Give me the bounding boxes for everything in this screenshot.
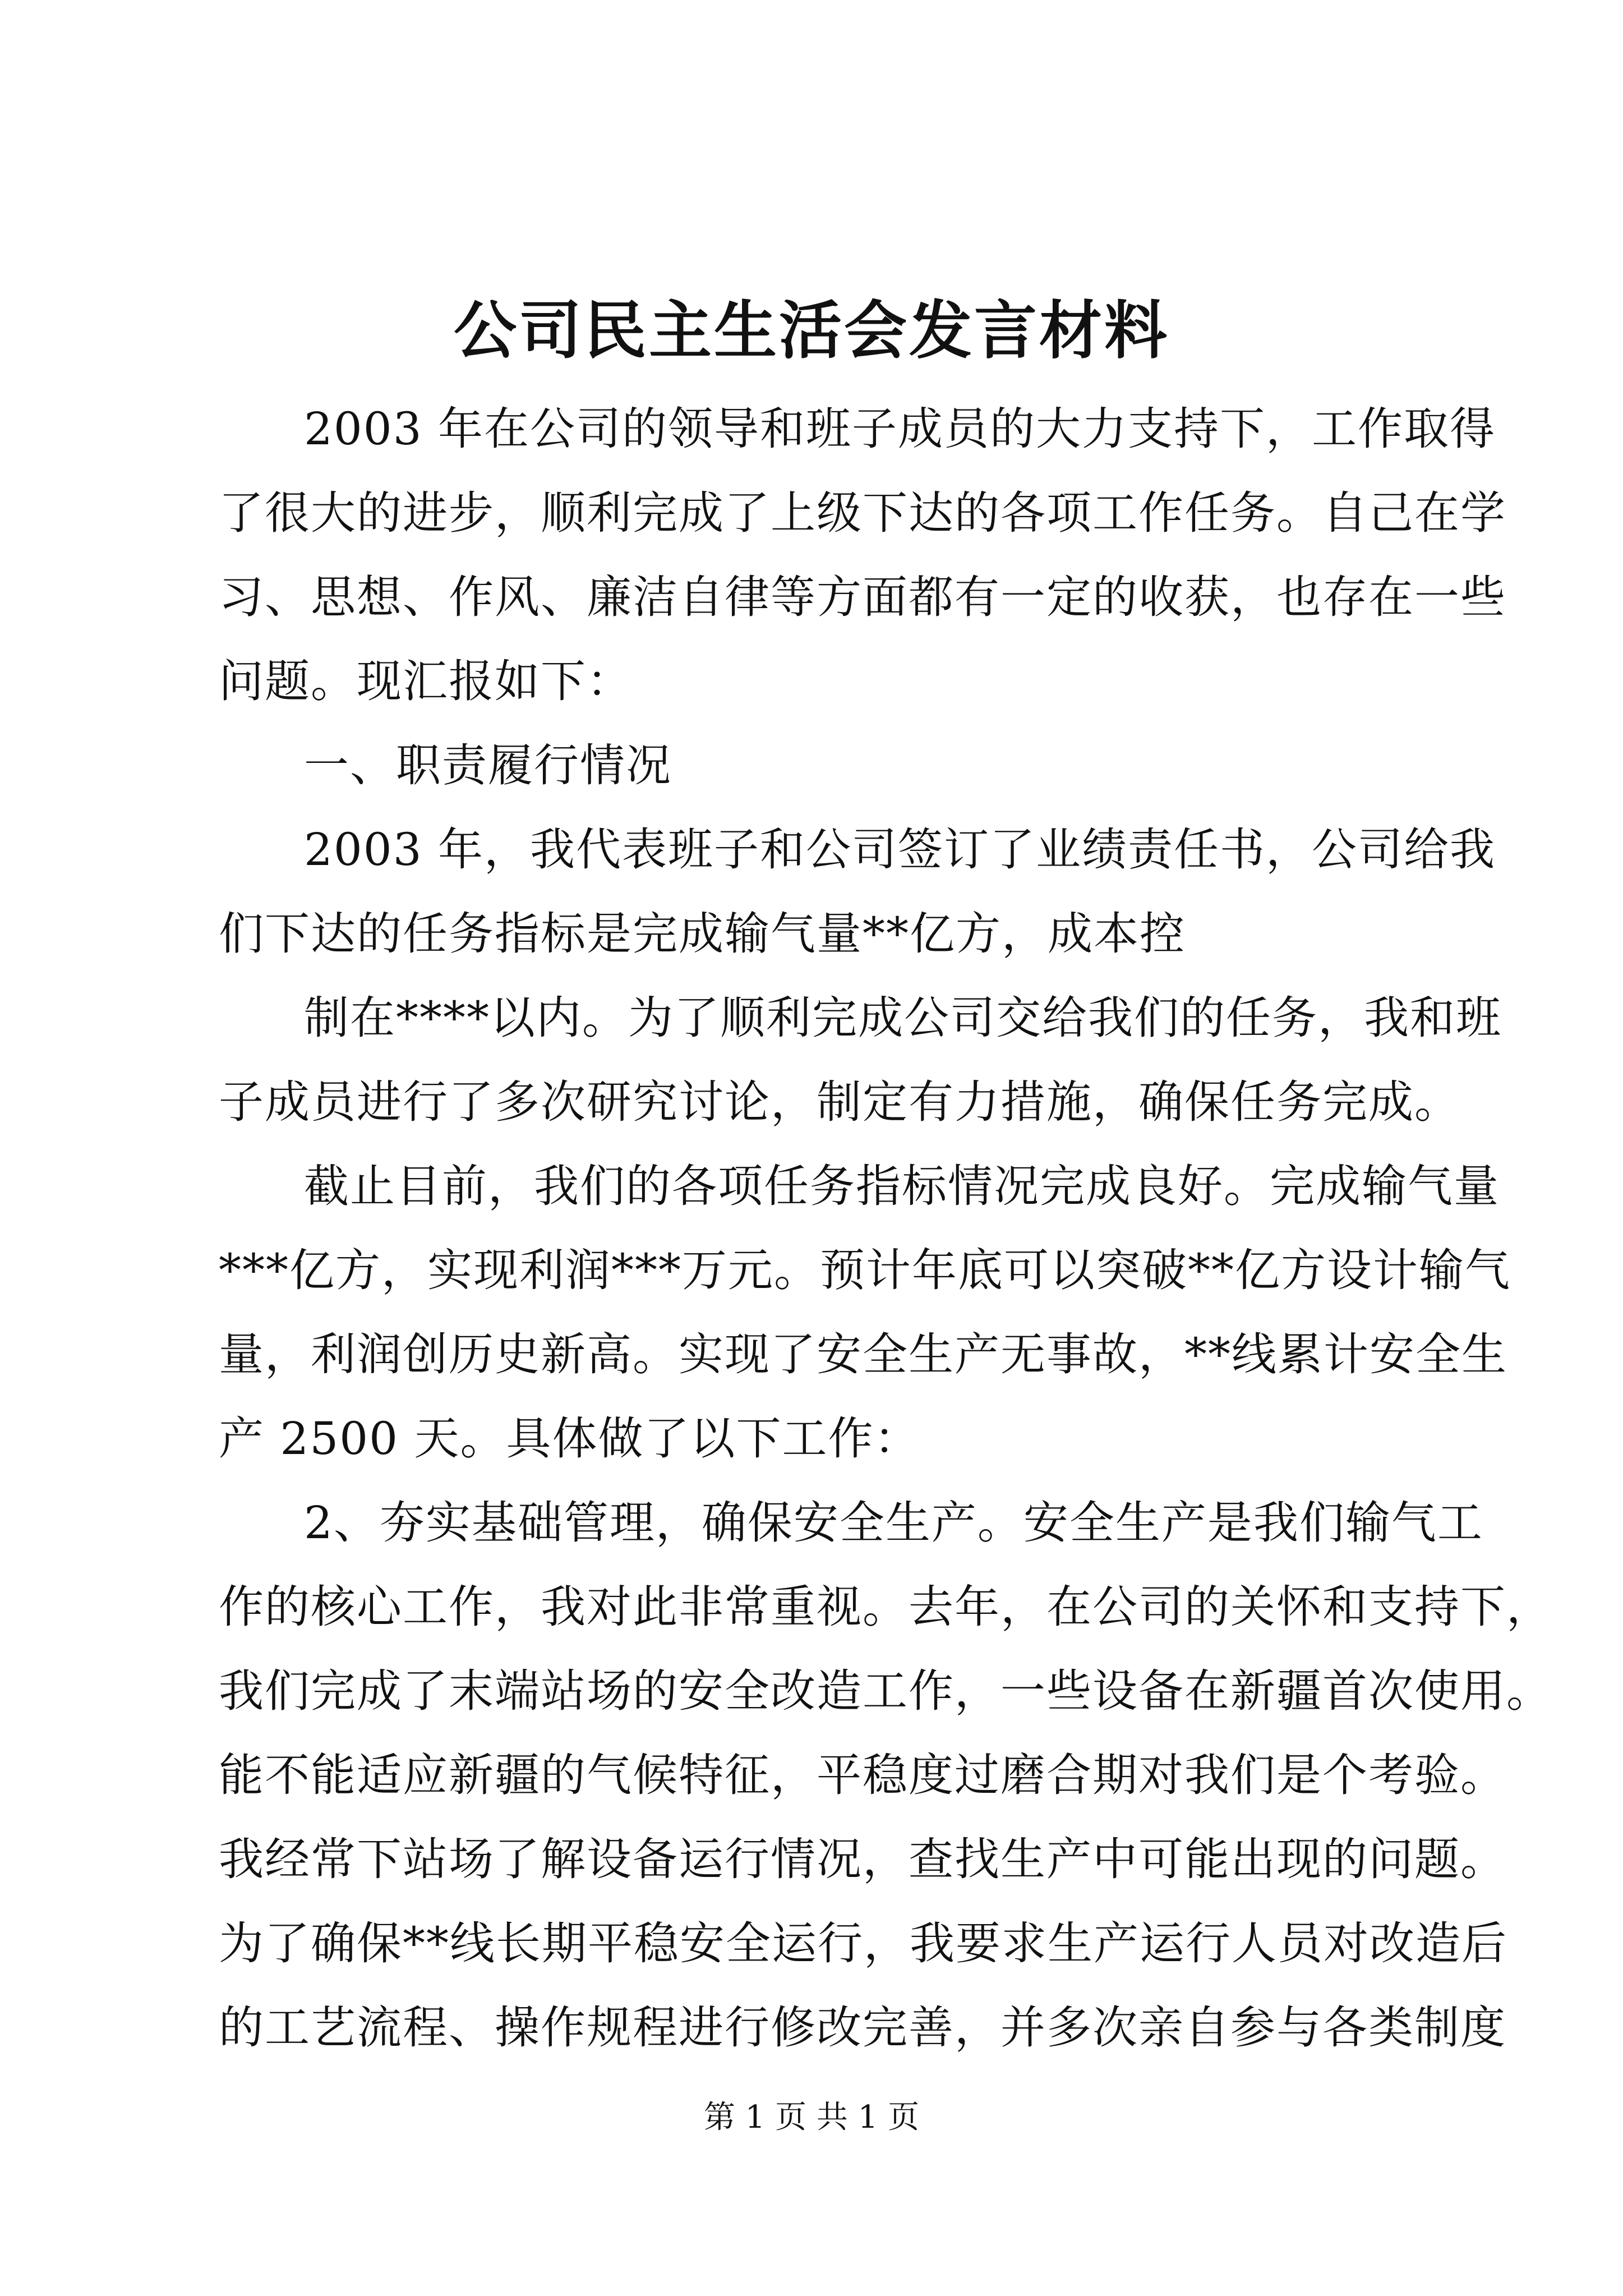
body-line: 产 2500 天。具体做了以下工作： [219, 1412, 920, 1465]
body-line: 的工艺流程、操作规程进行修改完善，并多次亲自参与各类制度 [219, 2001, 1506, 2054]
body-line: 2、夯实基础管理，确保安全生产。安全生产是我们输气工 [304, 1497, 1483, 1549]
body-line: 问题。现汇报如下： [219, 655, 633, 707]
body-line: 制在****以内。为了顺利完成公司交给我们的任务，我和班 [304, 992, 1502, 1044]
body-line: 习、思想、作风、廉洁自律等方面都有一定的收获，也存在一些 [219, 571, 1506, 623]
body-line: 能不能适应新疆的气候特征，平稳度过磨合期对我们是个考验。 [219, 1749, 1506, 1801]
body-line: 量，利润创历史新高。实现了安全生产无事故，**线累计安全生 [219, 1328, 1507, 1381]
body-line: 为了确保**线长期平稳安全运行，我要求生产运行人员对改造后 [219, 1917, 1507, 1970]
page-footer: 第 1 页 共 1 页 [703, 2099, 920, 2136]
body-line: ***亿方，实现利润***万元。预计年底可以突破**亿方设计输气 [219, 1244, 1511, 1296]
body-line: 2003 年，我代表班子和公司签订了业绩责任书，公司给我 [304, 823, 1496, 876]
body-line: 子成员进行了多次研究讨论，制定有力措施，确保任务完成。 [219, 1076, 1460, 1128]
body-line: 我们完成了末端站场的安全改造工作，一些设备在新疆首次使用。 [219, 1665, 1552, 1717]
body-line: 了很大的进步，顺利完成了上级下达的各项工作任务。自己在学 [219, 487, 1506, 539]
document-body [219, 387, 1552, 2070]
body-line: 作的核心工作，我对此非常重视。去年，在公司的关怀和支持下， [219, 1581, 1552, 1633]
body-line: 截止目前，我们的各项任务指标情况完成良好。完成输气量 [304, 1160, 1500, 1212]
body-line: 们下达的任务指标是完成输气量**亿方，成本控 [219, 908, 1186, 960]
body-line: 2003 年在公司的领导和班子成员的大力支持下，工作取得 [304, 403, 1496, 455]
section-heading: 一、职责履行情况 [304, 739, 672, 792]
document-title: 公司民主生活会发言材料 [454, 294, 1169, 367]
body-line: 我经常下站场了解设备运行情况，查找生产中可能出现的问题。 [219, 1833, 1506, 1885]
